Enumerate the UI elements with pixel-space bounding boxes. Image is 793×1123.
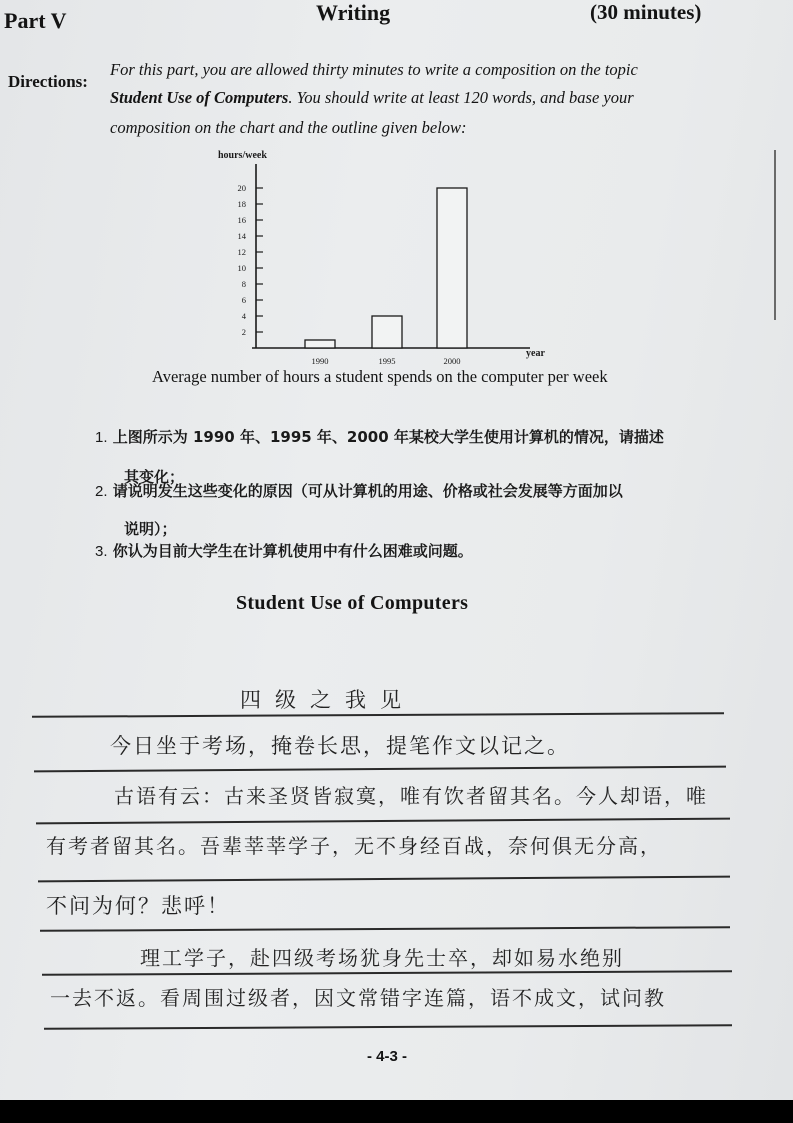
- ruled-line: [38, 876, 730, 882]
- bar-1995: [372, 316, 402, 348]
- outline-item-2-text-a: 请说明发生这些变化的原因（可从计算机的用途、价格或社会发展等方面加以: [112, 482, 623, 500]
- y-tick-label: 18: [237, 199, 246, 209]
- outline-item-2-continued: 说明）；: [124, 520, 177, 538]
- directions-line-2: [110, 88, 634, 108]
- handwritten-line-7: 一去不返。看周围过级者，因文常错字连篇，语不成文，试问教: [50, 986, 666, 1010]
- time-limit: (30 minutes): [590, 0, 702, 24]
- x-axis-label: year: [526, 348, 545, 359]
- handwritten-line-6: 理工学子，赴四级考场犹身先士卒，却如易水绝别: [140, 946, 624, 970]
- y-axis-label: hours/week: [218, 150, 267, 161]
- directions-line-1: For this part, you are allowed thirty minutes to write a composition on the topic: [110, 60, 638, 79]
- directions-line-3: composition on the chart and the outline given below:: [110, 118, 467, 137]
- part-label: Part V: [4, 8, 67, 33]
- outline-item-2-number: 2.: [95, 483, 108, 500]
- y-tick-label: 20: [237, 183, 246, 193]
- y-tick-label: 12: [237, 247, 246, 257]
- handwritten-line-1: 四级之我见: [240, 688, 415, 712]
- outline-item-3: [95, 540, 473, 561]
- handwritten-line-4: 有考者留其名。吾辈莘莘学子，无不身经百战，奈何俱无分高，: [46, 834, 662, 858]
- ruled-line: [36, 818, 730, 824]
- handwritten-line-5: 不问为何？悲呼！: [46, 894, 230, 918]
- y-tick-label: 4: [241, 311, 246, 321]
- outline-item-1-continued: 其变化；: [124, 468, 185, 486]
- section-title: Writing: [316, 0, 391, 25]
- y-tick-label: 6: [241, 295, 246, 305]
- outline-item-1-number: 1.: [95, 429, 108, 446]
- x-tick-label: 1990: [311, 356, 329, 366]
- page-edge-shadow: [774, 150, 776, 320]
- page-number: - 4-3 -: [367, 1048, 408, 1065]
- x-tick-label: 1995: [378, 356, 396, 366]
- chart-caption: Average number of hours a student spends on the computer per week: [152, 367, 608, 386]
- bar-1990: [305, 340, 335, 348]
- ruled-line: [34, 766, 726, 772]
- handwritten-line-3: 古语有云：古来圣贤皆寂寞，唯有饮者留其名。今人却语，唯: [114, 784, 708, 808]
- ruled-line: [40, 926, 730, 931]
- directions-label: Directions:: [8, 72, 88, 91]
- outline-item-3-text-a: 你认为目前大学生在计算机使用中有什么困难或问题。: [112, 542, 473, 560]
- essay-title: Student Use of Computers: [236, 592, 469, 614]
- ruled-line: [44, 1024, 732, 1029]
- outline-item-2: [95, 480, 623, 501]
- y-tick-label: 14: [237, 231, 246, 241]
- y-tick-label: 10: [237, 263, 246, 273]
- y-tick-label: 2: [241, 327, 246, 337]
- outline-item-3-number: 3.: [95, 543, 108, 560]
- y-tick-label: 8: [241, 279, 246, 289]
- bar-2000: [437, 188, 467, 348]
- bar-chart: [200, 142, 570, 372]
- y-tick-label: 16: [237, 215, 246, 225]
- directions-topic: Student Use of Computers: [110, 88, 289, 107]
- x-tick-label: 2000: [443, 356, 461, 366]
- directions-line-2-rest: . You should write at least 120 words, and base your: [288, 88, 634, 107]
- outline-item-1: [95, 426, 664, 447]
- handwritten-line-2: 今日坐于考场，掩卷长思，提笔作文以记之。: [110, 734, 570, 758]
- outline-item-1-text-a: 上图所示为 1990 年、1995 年、2000 年某校大学生使用计算机的情况，请描述: [112, 428, 664, 446]
